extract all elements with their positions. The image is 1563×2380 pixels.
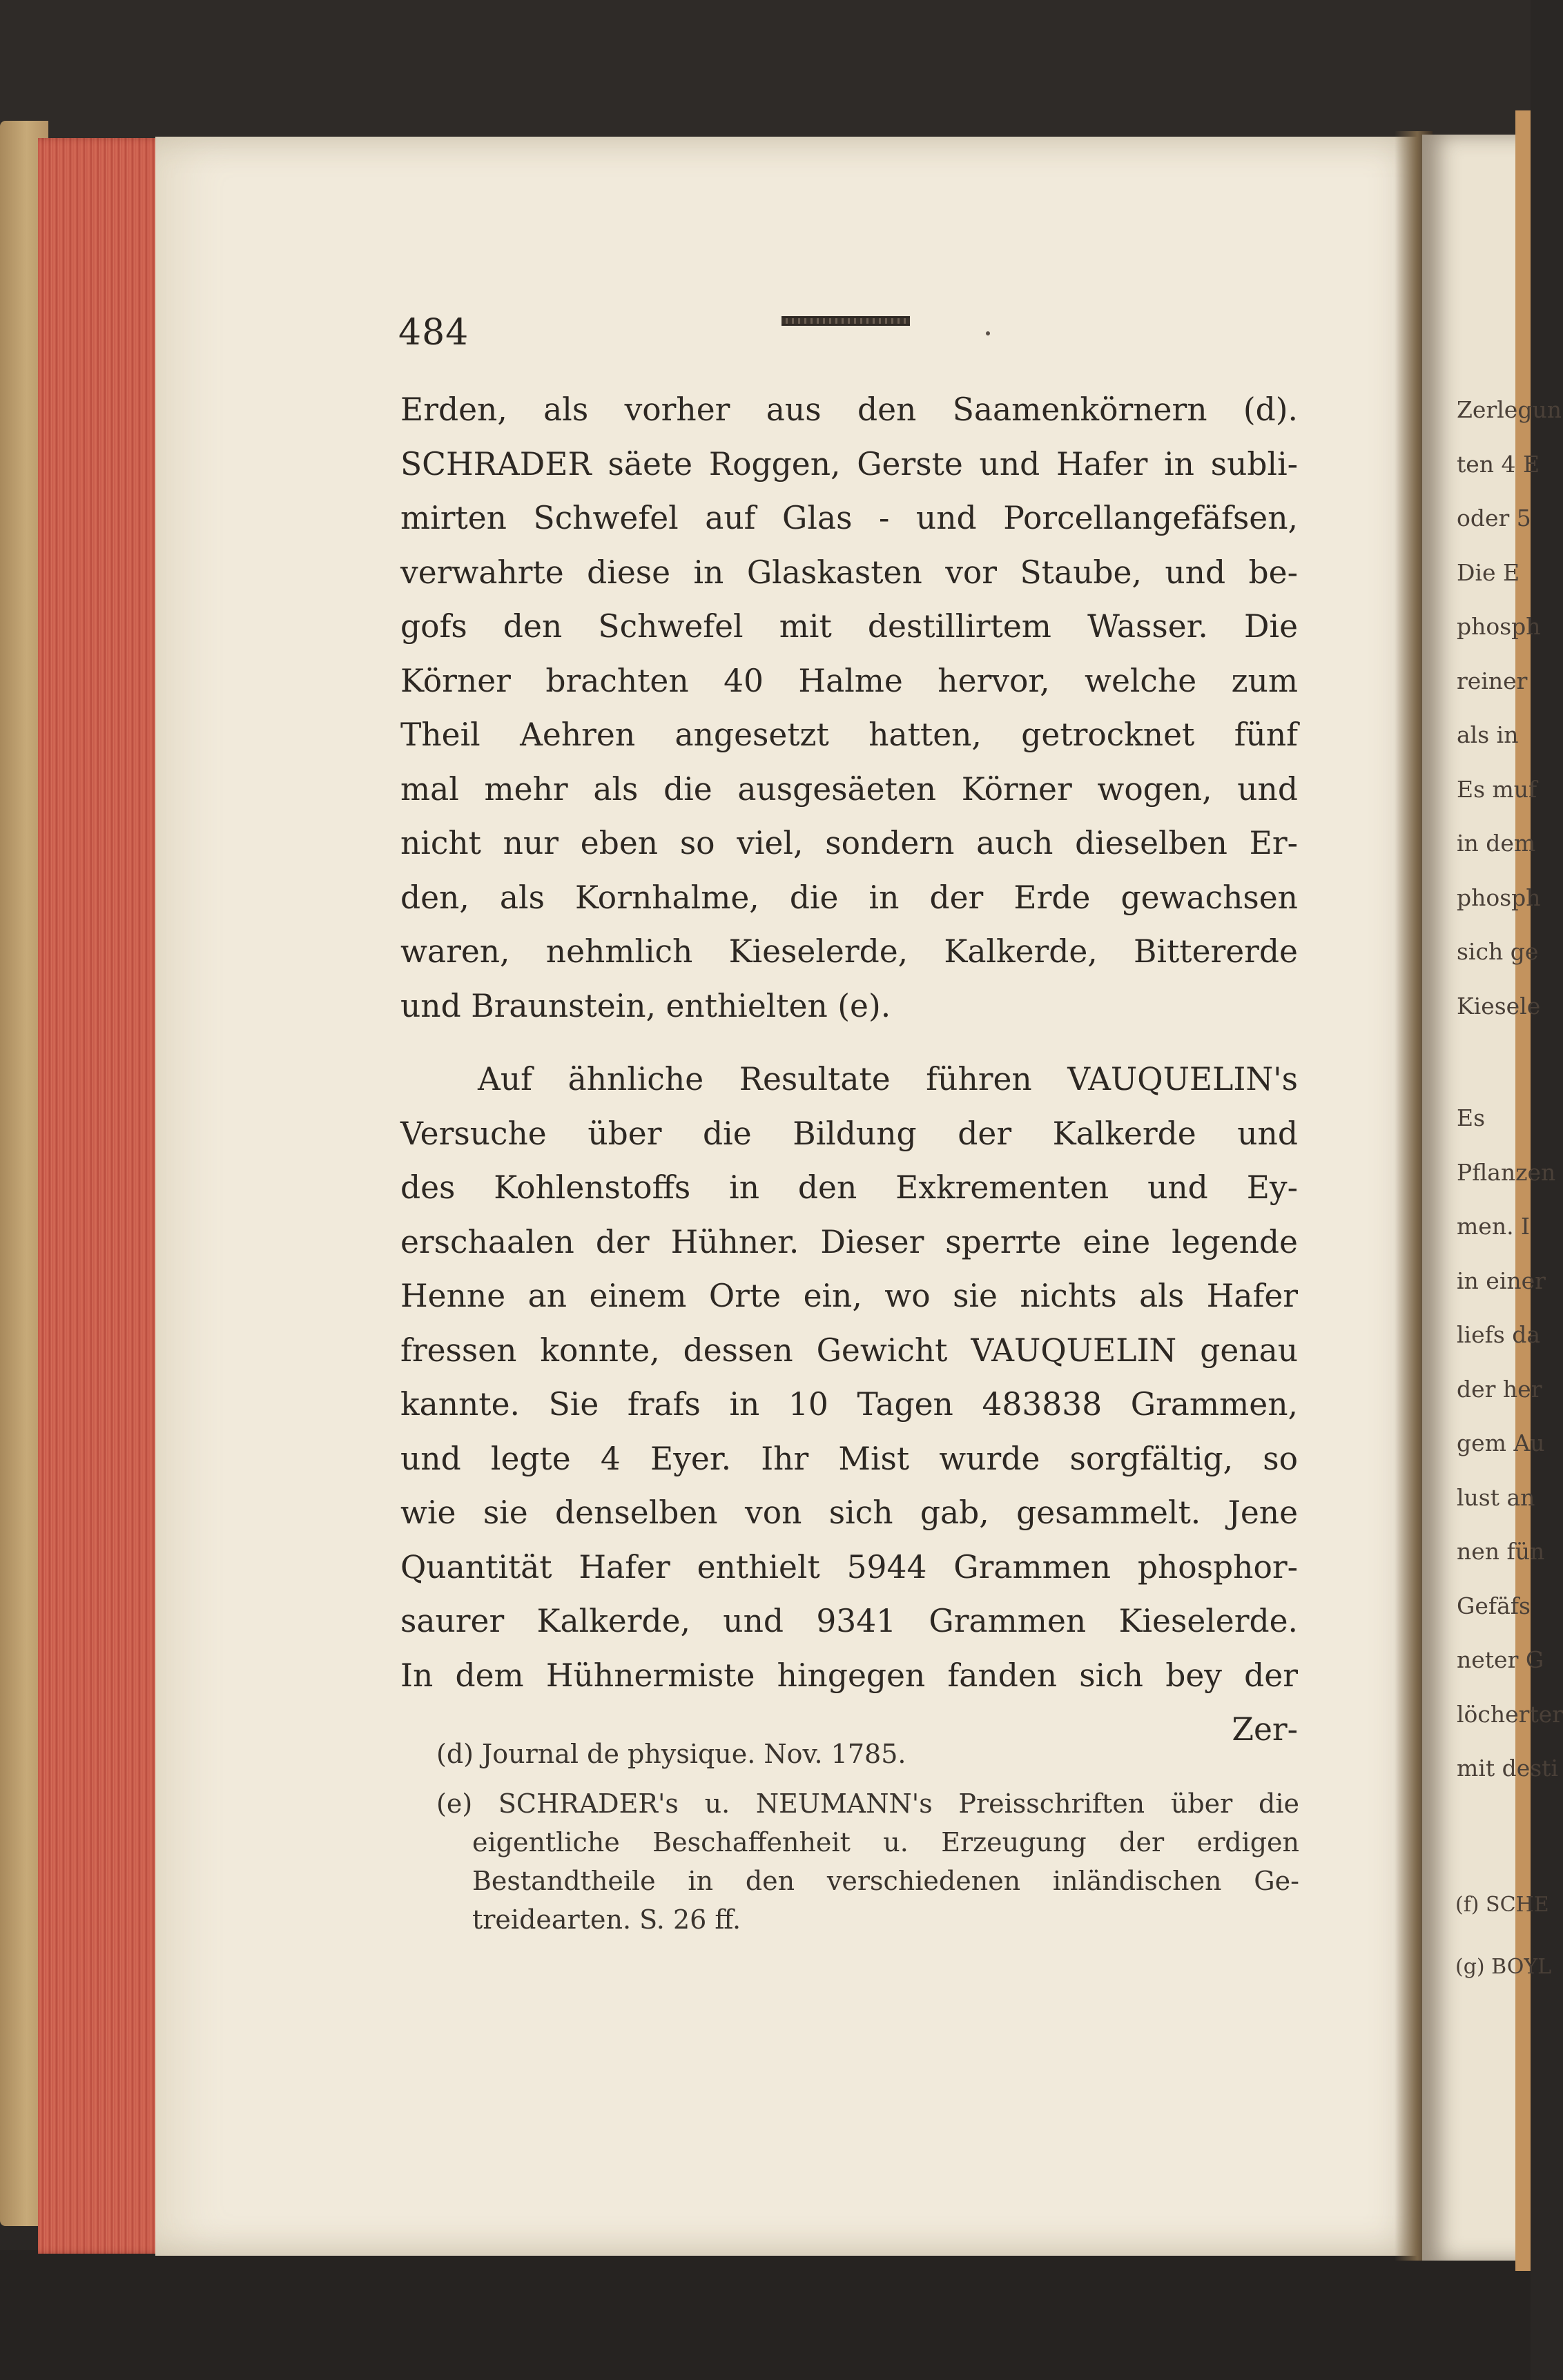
header-ornament [782,316,910,326]
facing-line: löcherter [1457,1700,1563,1728]
text-line: In dem Hühnermiste hingegen fanden sich bey der [400,1657,1298,1694]
catchword: Zer- [1232,1711,1298,1748]
facing-line: in dem [1457,830,1536,857]
text-line: fressen konnte, dessen Gewicht VAUQUELIN genau [400,1332,1298,1369]
facing-footnote: (g) BOYL [1455,1955,1552,1979]
text-line: verwahrte diese in Glaskasten vor Staube, und be- [400,554,1298,591]
text-line: und legte 4 Eyer. Ihr Mist wurde sorgfältig, so [400,1440,1298,1477]
facing-line: nen fün [1457,1538,1545,1565]
facing-page-text [1457,383,1563,1796]
text-line: saurer Kalkerde, und 9341 Grammen Kieselerde. [400,1603,1298,1639]
facing-line: Pflanzen [1457,1158,1556,1186]
facing-line: mit desti [1457,1755,1559,1782]
page-edges [38,138,166,2254]
facing-line: lust an [1457,1483,1535,1511]
main-text-block [400,383,1298,1757]
facing-line: Kiesele [1457,992,1541,1020]
facing-line: oder 5 [1457,505,1531,531]
facing-line: Es muf [1457,775,1537,803]
facing-line: sich ge [1457,938,1539,965]
footnote-e-line: eigentliche Beschaffenheit u. Erzeugung der erdigen [472,1827,1299,1857]
facing-line: phosph [1457,884,1541,911]
footnote-d: (d) Journal de physique. Nov. 1785. [436,1739,906,1769]
facing-line: der her [1457,1375,1542,1403]
page-number: 484 [398,312,469,353]
facing-line: Die E [1457,558,1520,586]
text-line: den, als Kornhalme, die in der Erde gewachsen [400,879,1298,916]
backdrop-bottom [0,2250,1531,2380]
facing-line: Zerlegun [1457,396,1562,423]
text-line: mirten Schwefel auf Glas - und Porcellangefäfsen, [400,500,1298,536]
text-line: wie sie denselben von sich gab, gesammelt. Jene [400,1494,1298,1531]
facing-line: men. I [1457,1213,1531,1240]
facing-line: Gefäfs [1457,1592,1531,1619]
facing-line: in einer [1457,1267,1546,1294]
text-line: Quantität Hafer enthielt 5944 Grammen phosphor- [400,1548,1298,1586]
text-line: Erden, als vorher aus den Saamenkörnern (d). [400,391,1298,428]
footnote-e: (e) SCHRADER's u. NEUMANN's Preisschriften über die [436,1788,1299,1819]
text-line: waren, nehmlich Kieselerde, Kalkerde, Bittererde [400,933,1298,970]
text-line: erschaalen der Hühner. Dieser sperrte eine legende [400,1223,1298,1260]
facing-line: liefs da [1457,1321,1541,1348]
facing-line: gem Au [1457,1430,1545,1456]
facing-line: neter G [1457,1646,1544,1673]
text-line: Auf ähnliche Resultate führen VAUQUELIN's [478,1061,1298,1098]
text-line: kannte. Sie frafs in 10 Tagen 483838 Grammen, [400,1386,1298,1423]
facing-footnote: (f) SCHE [1455,1893,1549,1917]
text-line: Körner brachten 40 Halme hervor, welche zum [400,662,1298,699]
facing-line: als in [1457,721,1519,748]
footnotes [436,1735,1299,1939]
text-line: und Braunstein, enthielten (e). [400,987,891,1024]
facing-line: phosph [1457,613,1541,640]
ink-speck [986,331,990,335]
footnote-e-line: treidearten. S. 26 ff. [472,1904,741,1935]
facing-line: reiner [1457,667,1528,694]
facing-page-footnotes [1455,1874,1552,1998]
facing-line: ten 4 E [1457,450,1540,478]
text-line: mal mehr als die ausgesäeten Körner wogen, und [400,770,1298,808]
text-line: SCHRADER säete Roggen, Gerste und Hafer in subli- [400,445,1298,482]
text-line: des Kohlenstoffs in den Exkrementen und Ey- [400,1169,1298,1206]
backdrop-top [0,0,1531,138]
text-line: nicht nur eben so viel, sondern auch dieselben Er- [400,825,1298,861]
text-line: Versuche über die Bildung der Kalkerde und [400,1115,1298,1152]
facing-line: Es [1457,1104,1486,1131]
text-line: Theil Aehren angesetzt hatten, getrocknet fünf [400,716,1298,753]
paragraph-gap [400,1033,1298,1053]
text-line: gofs den Schwefel mit destillirtem Wasser. Die [400,608,1298,645]
footnote-e-line: Bestandtheile in den verschiedenen inländischen Ge- [472,1866,1299,1896]
text-line: Henne an einem Orte ein, wo sie nichts als Hafer [400,1278,1298,1314]
